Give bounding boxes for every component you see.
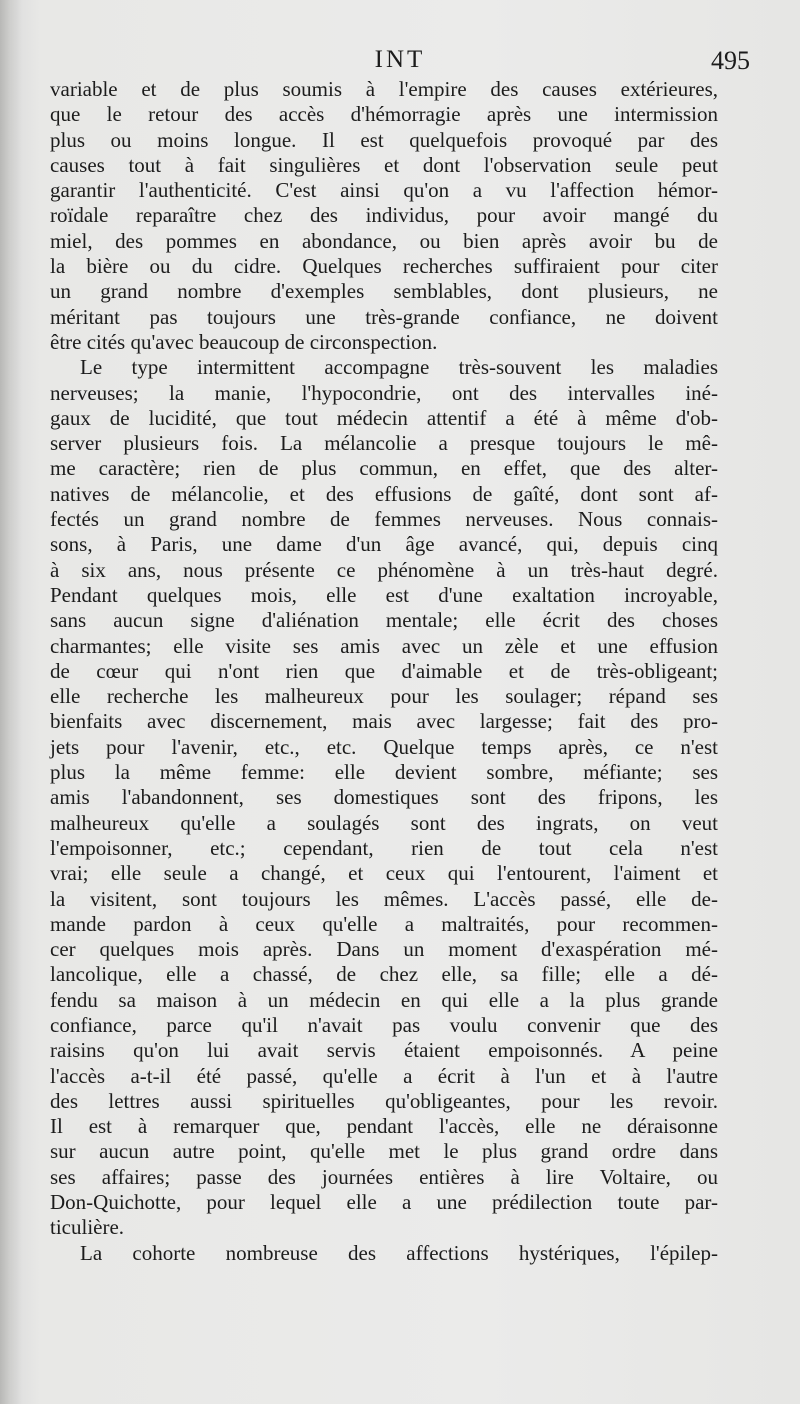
paragraph-3 xyxy=(50,1241,718,1266)
text-line: La cohorte nombreuse des affections hystériques, l'épilep- xyxy=(80,1240,718,1265)
text-line: la visitent, sont toujours les mêmes. L'accès passé, elle de- xyxy=(50,886,718,911)
page-number: 495 xyxy=(711,46,750,75)
text-line: garantir l'authenticité. C'est ainsi qu'on a vu l'affection hémor- xyxy=(50,178,718,203)
text-line: la bière ou du cidre. Quelques recherches suffiraient pour citer xyxy=(50,254,718,279)
text-line: un grand nombre d'exemples semblables, dont plusieurs, ne xyxy=(50,279,718,304)
running-head xyxy=(50,46,750,80)
text-line: confiance, parce qu'il n'avait pas voulu convenir que des xyxy=(50,1012,718,1037)
text-line: ticulière. xyxy=(50,1215,125,1240)
text-line: l'empoisonner, etc.; cependant, rien de tout cela n'est xyxy=(50,835,718,860)
text-line: l'accès a-t-il été passé, qu'elle a écrit à l'un et à l'autre xyxy=(50,1063,718,1088)
text-line: Le type intermittent accompagne très-souvent les maladies xyxy=(80,355,718,380)
text-line: à six ans, nous présente ce phénomène à un très-haut degré. xyxy=(50,557,718,582)
text-line: mande pardon à ceux qu'elle a maltraités, pour recommen- xyxy=(50,911,718,936)
text-line: Pendant quelques mois, elle est d'une exaltation incroyable, xyxy=(50,582,718,607)
body-text xyxy=(50,77,718,1266)
text-line: fectés un grand nombre de femmes nerveuses. Nous connais- xyxy=(50,507,718,532)
text-line: des lettres aussi spirituelles qu'obligeantes, pour les revoir. xyxy=(50,1088,718,1113)
paragraph-2 xyxy=(50,355,718,1240)
text-line: miel, des pommes en abondance, ou bien après avoir bu de xyxy=(50,228,718,253)
text-line: Don-Quichotte, pour lequel elle a une prédilection toute par- xyxy=(50,1190,718,1215)
text-line: jets pour l'avenir, etc., etc. Quelque temps après, ce n'est xyxy=(50,734,718,759)
text-line: ses affaires; passe des journées entières à lire Voltaire, ou xyxy=(50,1164,718,1189)
text-line: server plusieurs fois. La mélancolie a presque toujours le mê- xyxy=(50,431,718,456)
page-gutter-shadow xyxy=(0,0,22,1404)
text-line: natives de mélancolie, et des effusions de gaîté, dont sont af- xyxy=(50,481,718,506)
text-line: roïdale reparaître chez des individus, pour avoir mangé du xyxy=(50,203,718,228)
text-line: de cœur qui n'ont rien que d'aimable et de très-obligeant; xyxy=(50,658,718,683)
text-line: Il est à remarquer que, pendant l'accès, elle ne déraisonne xyxy=(50,1114,718,1139)
text-line: gaux de lucidité, que tout médecin attentif a été à même d'ob- xyxy=(50,405,718,430)
running-head-title: INT xyxy=(374,46,426,73)
text-line: fendu sa maison à un médecin en qui elle a la plus grande xyxy=(50,987,718,1012)
paragraph-1 xyxy=(50,77,718,355)
text-line: sur aucun autre point, qu'elle met le plus grand ordre dans xyxy=(50,1139,718,1164)
text-line: cer quelques mois après. Dans un moment d'exaspération mé- xyxy=(50,937,718,962)
text-line: plus ou moins longue. Il est quelquefois provoqué par des xyxy=(50,127,718,152)
text-line: sons, à Paris, une dame d'un âge avancé, qui, depuis cinq xyxy=(50,532,718,557)
text-line: me caractère; rien de plus commun, en effet, que des alter- xyxy=(50,456,718,481)
text-line: amis l'abandonnent, ses domestiques sont des fripons, les xyxy=(50,785,718,810)
text-line: elle recherche les malheureux pour les soulager; répand ses xyxy=(50,684,718,709)
text-line: causes tout à fait singulières et dont l'observation seule peut xyxy=(50,152,718,177)
text-line: malheureux qu'elle a soulagés sont des ingrats, on veut xyxy=(50,810,718,835)
text-line: raisins qu'on lui avait servis étaient empoisonnés. A peine xyxy=(50,1038,718,1063)
text-line: lancolique, elle a chassé, de chez elle, sa fille; elle a dé- xyxy=(50,962,718,987)
text-line: nerveuses; la manie, l'hypocondrie, ont des intervalles iné- xyxy=(50,380,718,405)
text-line: sans aucun signe d'aliénation mentale; elle écrit des choses xyxy=(50,608,718,633)
text-line: vrai; elle seule a changé, et ceux qui l'entourent, l'aiment et xyxy=(50,861,718,886)
text-line: bienfaits avec discernement, mais avec largesse; fait des pro- xyxy=(50,709,718,734)
text-line: que le retour des accès d'hémorragie après une intermission xyxy=(50,102,718,127)
text-line: charmantes; elle visite ses amis avec un zèle et une effusion xyxy=(50,633,718,658)
text-line: méritant pas toujours une très-grande confiance, ne doivent xyxy=(50,304,718,329)
text-line: variable et de plus soumis à l'empire des causes extérieures, xyxy=(50,77,718,101)
text-line: être cités qu'avec beaucoup de circonspection. xyxy=(50,329,438,354)
text-line: plus la même femme: elle devient sombre, méfiante; ses xyxy=(50,760,718,785)
